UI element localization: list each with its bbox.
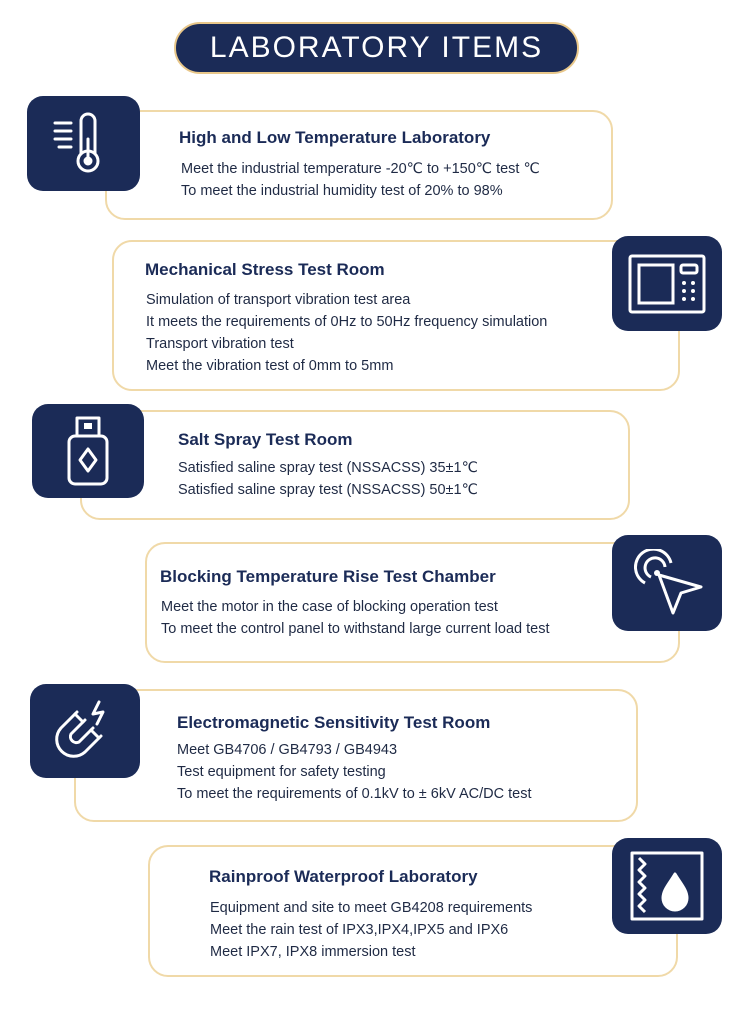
lab-line: Meet the industrial temperature -20℃ to +150℃ test ℃ <box>181 161 540 177</box>
lab-title: Electromagnetic Sensitivity Test Room <box>177 713 491 732</box>
title-banner <box>174 22 579 74</box>
thermometer-icon <box>27 96 140 191</box>
lab-line: Meet IPX7, IPX8 immersion test <box>210 944 416 960</box>
lab-line: Equipment and site to meet GB4208 requirements <box>210 900 533 916</box>
water-drop-icon <box>612 838 722 934</box>
lab-line: Meet the rain test of IPX3,IPX4,IPX5 and IPX6 <box>210 922 509 938</box>
lab-line: It meets the requirements of 0Hz to 50Hz frequency simulation <box>146 314 548 330</box>
lab-card-blocking <box>145 542 680 663</box>
usb-drive-icon <box>32 404 144 498</box>
lab-card-waterproof <box>148 845 678 977</box>
lab-line: To meet the control panel to withstand large current load test <box>161 621 550 637</box>
lab-line: Test equipment for safety testing <box>177 764 386 780</box>
lab-line: Simulation of transport vibration test area <box>146 292 411 308</box>
lab-card-salt-spray <box>80 410 630 520</box>
lab-line: To meet the requirements of 0.1kV to ± 6kV AC/DC test <box>177 786 532 802</box>
lab-line: Transport vibration test <box>146 336 294 352</box>
lab-title: Rainproof Waterproof Laboratory <box>209 867 478 886</box>
lab-card-electromagnetic <box>74 689 638 822</box>
lab-title: Blocking Temperature Rise Test Chamber <box>160 567 496 586</box>
lab-line: Meet GB4706 / GB4793 / GB4943 <box>177 742 398 758</box>
lab-title: Salt Spray Test Room <box>178 430 353 449</box>
lab-card-temperature <box>105 110 613 220</box>
lab-line: Satisfied saline spray test (NSSACSS) 50±1℃ <box>178 482 478 498</box>
lab-title: Mechanical Stress Test Room <box>145 260 385 279</box>
lab-line: Meet the motor in the case of blocking operation test <box>161 599 498 615</box>
page-title: LABORATORY ITEMS <box>209 31 544 64</box>
test-chamber-icon <box>612 236 722 331</box>
lab-line: To meet the industrial humidity test of 20% to 98% <box>181 183 503 199</box>
lab-line: Meet the vibration test of 0mm to 5mm <box>146 358 394 374</box>
magnet-icon <box>30 684 140 778</box>
pointer-click-icon <box>612 535 722 631</box>
lab-title: High and Low Temperature Laboratory <box>179 128 491 147</box>
lab-card-mechanical <box>112 240 680 391</box>
lab-line: Satisfied saline spray test (NSSACSS) 35±1℃ <box>178 460 478 476</box>
